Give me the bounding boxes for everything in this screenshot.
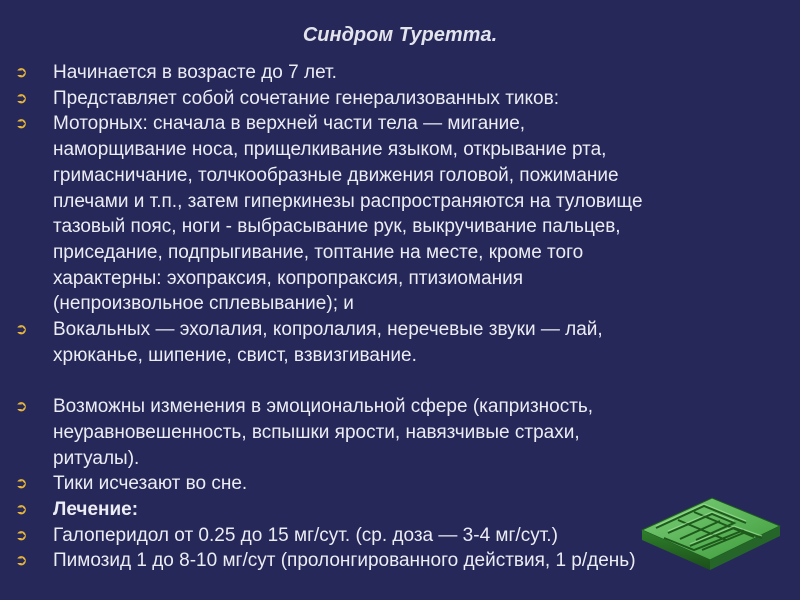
bullet-text: Вокальных — эхолалия, копролалия, неречевые звуки — лай, хрюканье, шипение, свист, взвизгивание.	[53, 319, 603, 366]
bullet-text: Начинается в возрасте до 7 лет.	[53, 62, 337, 83]
bullet-item	[15, 394, 775, 471]
bullet-text: Пимозид 1 до 8-10 мг/сут (пролонгированного действия, 1 р/день)	[53, 550, 636, 572]
slide-title: Синдром Туретта.	[302, 24, 498, 46]
bullet-arrow-icon: ➲	[15, 552, 28, 570]
bullet-text: Тики исчезают во сне.	[53, 473, 248, 495]
bullet-text: Галоперидол от 0.25 до 15 мг/сут. (ср. доза — 3-4 мг/сут.)	[53, 524, 558, 546]
bullet-item	[15, 317, 775, 368]
bullet-arrow-icon: ➲	[15, 475, 28, 493]
bullet-arrow-icon: ➲	[15, 89, 28, 107]
bullet-text: Возможны изменения в эмоциональной сфере (капризность, неуравновешенность, вспышки ярости, навязчивые страхи, ритуалы).	[53, 396, 594, 469]
bullet-arrow-icon: ➲	[15, 115, 28, 133]
bullet-item	[15, 86, 775, 112]
bullet-arrow-icon: ➲	[15, 64, 28, 81]
bullet-text: Моторных: сначала в верхней части тела — мигание, наморщивание носа, прищелкивание языком, открывание рта, гримасничание, толчкообразные движения головой, пожимание плечами и т.п., затем гиперкинезы распространяются на туловище тазовый пояс, ноги - выбрасывание рук, выкручивание пальцев, приседание, подпрыгивание, топтание на месте, кроме того характерны: эхопраксия, копропраксия, птизиомания (непроизвольное сплевывание); и	[53, 113, 643, 315]
bullet-arrow-icon: ➲	[15, 321, 28, 339]
bullet-item	[15, 60, 775, 86]
bullet-arrow-icon: ➲	[15, 526, 28, 544]
bullet-text: Лечение:	[53, 498, 139, 520]
bullet-spacer	[15, 368, 775, 394]
bullet-text: Представляет собой сочетание генерализованных тиков:	[53, 87, 559, 109]
maze-decoration-image	[634, 490, 784, 590]
bullet-arrow-icon: ➲	[15, 398, 28, 416]
bullet-item	[15, 111, 775, 317]
maze-walls	[642, 498, 780, 570]
bullet-arrow-icon: ➲	[15, 500, 28, 518]
